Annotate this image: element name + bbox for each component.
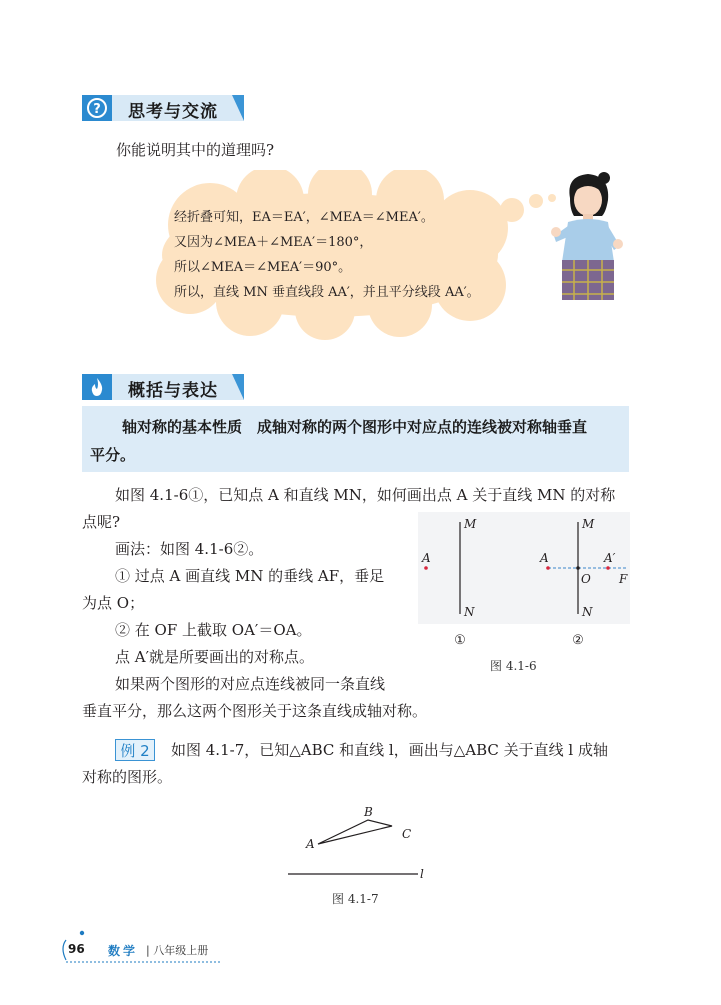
footer-book-title: | 八年级上册	[146, 944, 209, 957]
section-title: 思考与交流	[128, 102, 218, 122]
label-A: A	[306, 837, 315, 851]
figure-4-1-7	[280, 800, 440, 884]
point-A-panel-2	[546, 566, 550, 570]
label-l: l	[420, 867, 424, 881]
point-A-prime	[606, 566, 610, 570]
example-text-line-1: 如图 4.1-7，已知△ABC 和直线 l，画出与△ABC 关于直线 l 成轴	[171, 741, 608, 759]
example-label: 例 2	[115, 739, 155, 761]
cloud-line-4: 所以，直线 MN 垂直线段 AA′，并且平分线段 AA′。	[174, 285, 480, 300]
question-icon	[85, 97, 109, 119]
label-B: B	[364, 805, 373, 819]
section-header-think-discuss	[82, 95, 244, 121]
section-header-summarize-express	[82, 374, 244, 400]
body-paragraph-6-line-2: 垂直平分，那么这两个图形关于这条直线成轴对称。	[82, 702, 428, 720]
cloud-line-3: 所以∠MEA＝∠MEA′＝90°。	[174, 260, 352, 275]
girl-illustration	[548, 170, 628, 302]
label-F: F	[619, 572, 628, 586]
body-paragraph-3-line-1: ① 过点 A 画直线 MN 的垂线 AF，垂足	[115, 567, 385, 585]
cloud-line-2: 又因为∠MEA＋∠MEA′＝180°，	[174, 235, 373, 250]
label-N-panel-2: N	[582, 605, 593, 619]
label-A-panel-2: A	[540, 551, 549, 565]
svg-text:?: ?	[93, 102, 101, 117]
body-paragraph-1-line-2: 点呢?	[82, 513, 121, 531]
property-box-line-2: 平分。	[90, 446, 136, 464]
property-box-line-1: 轴对称的基本性质 成轴对称的两个图形中对应点的连线被对称轴垂直	[122, 418, 588, 436]
triangle-ABC	[318, 820, 392, 844]
figure-4-1-6-caption: 图 4.1-6	[490, 659, 537, 673]
page-number: 96	[68, 942, 85, 956]
flame-icon	[86, 376, 108, 398]
label-O: O	[581, 572, 591, 586]
figure-4-1-6	[418, 512, 630, 652]
body-paragraph-3-line-2: 为点 O；	[82, 594, 145, 612]
point-O	[576, 566, 580, 570]
panel-index-2: ②	[572, 633, 584, 648]
label-M-panel-2: M	[582, 517, 595, 531]
body-paragraph-2: 画法：如图 4.1-6②。	[115, 540, 264, 558]
point-A-panel-1	[424, 566, 428, 570]
label-A-prime: A′	[604, 551, 616, 565]
label-A-panel-1: A	[422, 551, 431, 565]
section-title: 概括与表达	[128, 381, 218, 401]
example-text-line-2: 对称的图形。	[82, 768, 173, 786]
panel-index-1: ①	[454, 633, 466, 648]
property-box	[82, 406, 629, 472]
body-paragraph-6-line-1: 如果两个图形的对应点连线被同一条直线	[115, 675, 386, 693]
figure-4-1-7-caption: 图 4.1-7	[332, 892, 379, 906]
label-M-panel-1: M	[464, 517, 477, 531]
body-paragraph-1-line-1: 如图 4.1-6①，已知点 A 和直线 MN，如何画出点 A 关于直线 MN 的对称	[115, 486, 616, 504]
label-C: C	[402, 827, 412, 841]
section-prompt: 你能说明其中的道理吗?	[116, 141, 275, 159]
label-N-panel-1: N	[464, 605, 475, 619]
body-paragraph-5: 点 A′就是所要画出的对称点。	[115, 648, 315, 666]
body-paragraph-4: ② 在 OF 上截取 OA′＝OA。	[115, 621, 312, 639]
footer-subject: 数学	[108, 944, 139, 958]
thought-cloud	[140, 170, 560, 340]
cloud-line-1: 经折叠可知，EA＝EA′，∠MEA＝∠MEA′。	[174, 210, 434, 225]
